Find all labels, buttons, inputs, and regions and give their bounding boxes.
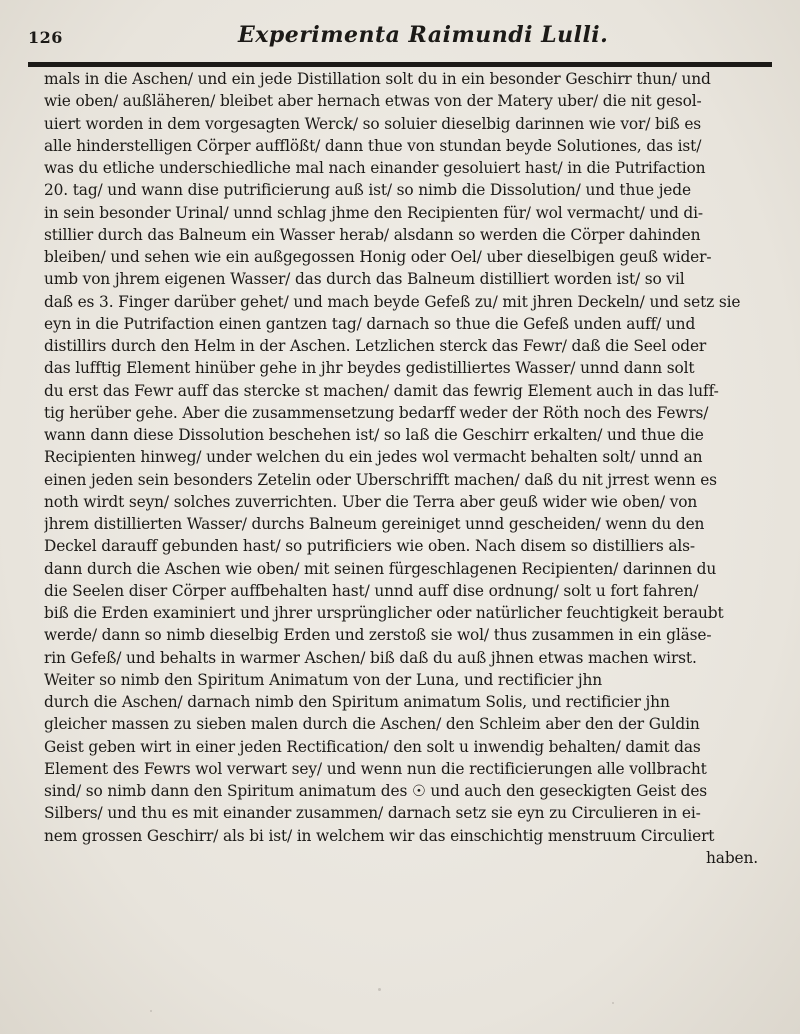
running-title: Experimenta Raimundi Lulli. <box>238 22 609 48</box>
text-line: Silbers/ und thu es mit einander zusammen/ darnach setz sie eyn zu Circulieren in ei- <box>44 804 701 823</box>
text-line: einen jeden sein besonders Zetelin oder Uberschrifft machen/ daß du nit jrrest wenn es <box>44 470 717 489</box>
header-rule <box>28 62 772 67</box>
text-line: Element des Fewrs wol verwart sey/ und wenn nun die rectificierungen alle vollbracht <box>44 759 707 778</box>
text-line: Geist geben wirt in einer jeden Rectification/ den solt u inwendig behalten/ damit das <box>44 737 701 756</box>
page-number: 126 <box>28 28 63 47</box>
text-line: du erst das Fewr auff das stercke st machen/ damit das fewrig Element auch in das luff- <box>44 381 719 400</box>
text-line: daß es 3. Finger darüber gehet/ und mach beyde Gefeß zu/ mit jhren Deckeln/ und setz sie <box>44 292 741 311</box>
text-line: wann dann diese Dissolution beschehen ist/ so laß die Geschirr erkalten/ und thue die <box>44 426 704 444</box>
text-line: uiert worden in dem vorgesagten Werck/ so soluier dieselbig darinnen wie vor/ biß es <box>44 114 702 133</box>
text-line: bleiben/ und sehen wie ein außgegossen Honig oder Oel/ uber dieselbigen geuß wider- <box>44 248 712 266</box>
text-line: haben. <box>706 848 758 867</box>
text-line: Deckel darauff gebunden hast/ so putrificiers wie oben. Nach disem so distilliers als- <box>44 537 695 556</box>
text-line: noth wirdt seyn/ solches zuverrichten. Uber die Terra aber geuß wider wie oben/ von <box>44 492 698 511</box>
text-line: 20. tag/ und wann dise putrificierung auß ist/ so nimb die Dissolution/ und thue jede <box>44 181 691 200</box>
body-text <box>44 68 768 869</box>
paper-speck <box>378 988 381 991</box>
text-line: mals in die Aschen/ und ein jede Distillation solt du in ein besonder Geschirr thun/ und <box>44 70 711 88</box>
paper-speck <box>150 1010 152 1012</box>
text-line: umb von jhrem eigenen Wasser/ das durch das Balneum distilliert worden ist/ so vil <box>44 270 685 289</box>
text-line: die Seelen diser Cörper auffbehalten hast/ unnd auff dise ordnung/ solt u fort fahren/ <box>44 581 699 600</box>
text-line: was du etliche underschiedliche mal nach einander gesoluiert hast/ in die Putrifaction <box>44 159 706 177</box>
text-line: in sein besonder Urinal/ unnd schlag jhme den Recipienten für/ wol vermacht/ und di- <box>44 203 703 222</box>
text-line: biß die Erden examiniert und jhrer ursprünglicher oder natürlicher feuchtigkeit beraubt <box>44 604 724 622</box>
text-line: durch die Aschen/ darnach nimb den Spiritum animatum Solis, und rectificier jhn <box>44 693 670 711</box>
text-line: werde/ dann so nimb dieselbig Erden und zerstoß sie wol/ thus zusammen in ein gläse- <box>44 626 712 645</box>
page-header <box>28 18 772 58</box>
text-line: stillier durch das Balneum ein Wasser herab/ alsdann so werden die Cörper dahinden <box>44 225 701 244</box>
text-line: nem grossen Geschirr/ als bi ist/ in welchem wir das einschichtig menstruum Circuliert <box>44 826 715 845</box>
paper-speck <box>612 1002 614 1004</box>
text-line: eyn in die Putrifaction einen gantzen tag/ darnach so thue die Gefeß unden auff/ und <box>44 314 696 333</box>
text-line: distillirs durch den Helm in der Aschen. Letzlichen sterck das Fewr/ daß die Seel oder <box>44 337 707 355</box>
text-line: dann durch die Aschen wie oben/ mit seinen fürgeschlagenen Recipienten/ darinnen du <box>44 559 717 578</box>
text-line: das lufftig Element hinüber gehe in jhr beydes gedistilliertes Wasser/ unnd dann solt <box>44 359 695 378</box>
text-line: Recipienten hinweg/ under welchen du ein jedes wol vermacht behalten solt/ unnd an <box>44 448 703 467</box>
text-line: sind/ so nimb dann den Spiritum animatum des ☉ und auch den geseckigten Geist des <box>44 782 708 800</box>
text-line: gleicher massen zu sieben malen durch die Aschen/ den Schleim aber den der Guldin <box>44 715 700 734</box>
text-line: tig herüber gehe. Aber die zusammensetzung bedarff weder der Röth noch des Fewrs/ <box>44 403 709 422</box>
text-line: jhrem distillierten Wasser/ durchs Balneum gereiniget unnd gescheiden/ wenn du den <box>44 515 705 533</box>
text-line: wie oben/ außläheren/ bleibet aber hernach etwas von der Matery uber/ die nit gesol- <box>44 92 702 111</box>
text-line: rin Gefeß/ und behalts in warmer Aschen/ biß daß du auß jhnen etwas machen wirst. <box>44 648 697 667</box>
text-line: alle hinderstelligen Cörper aufflößt/ dann thue von stundan beyde Solutiones, das ist/ <box>44 136 702 155</box>
text-line: Weiter so nimb den Spiritum Animatum von der Luna, und rectificier jhn <box>44 670 602 689</box>
